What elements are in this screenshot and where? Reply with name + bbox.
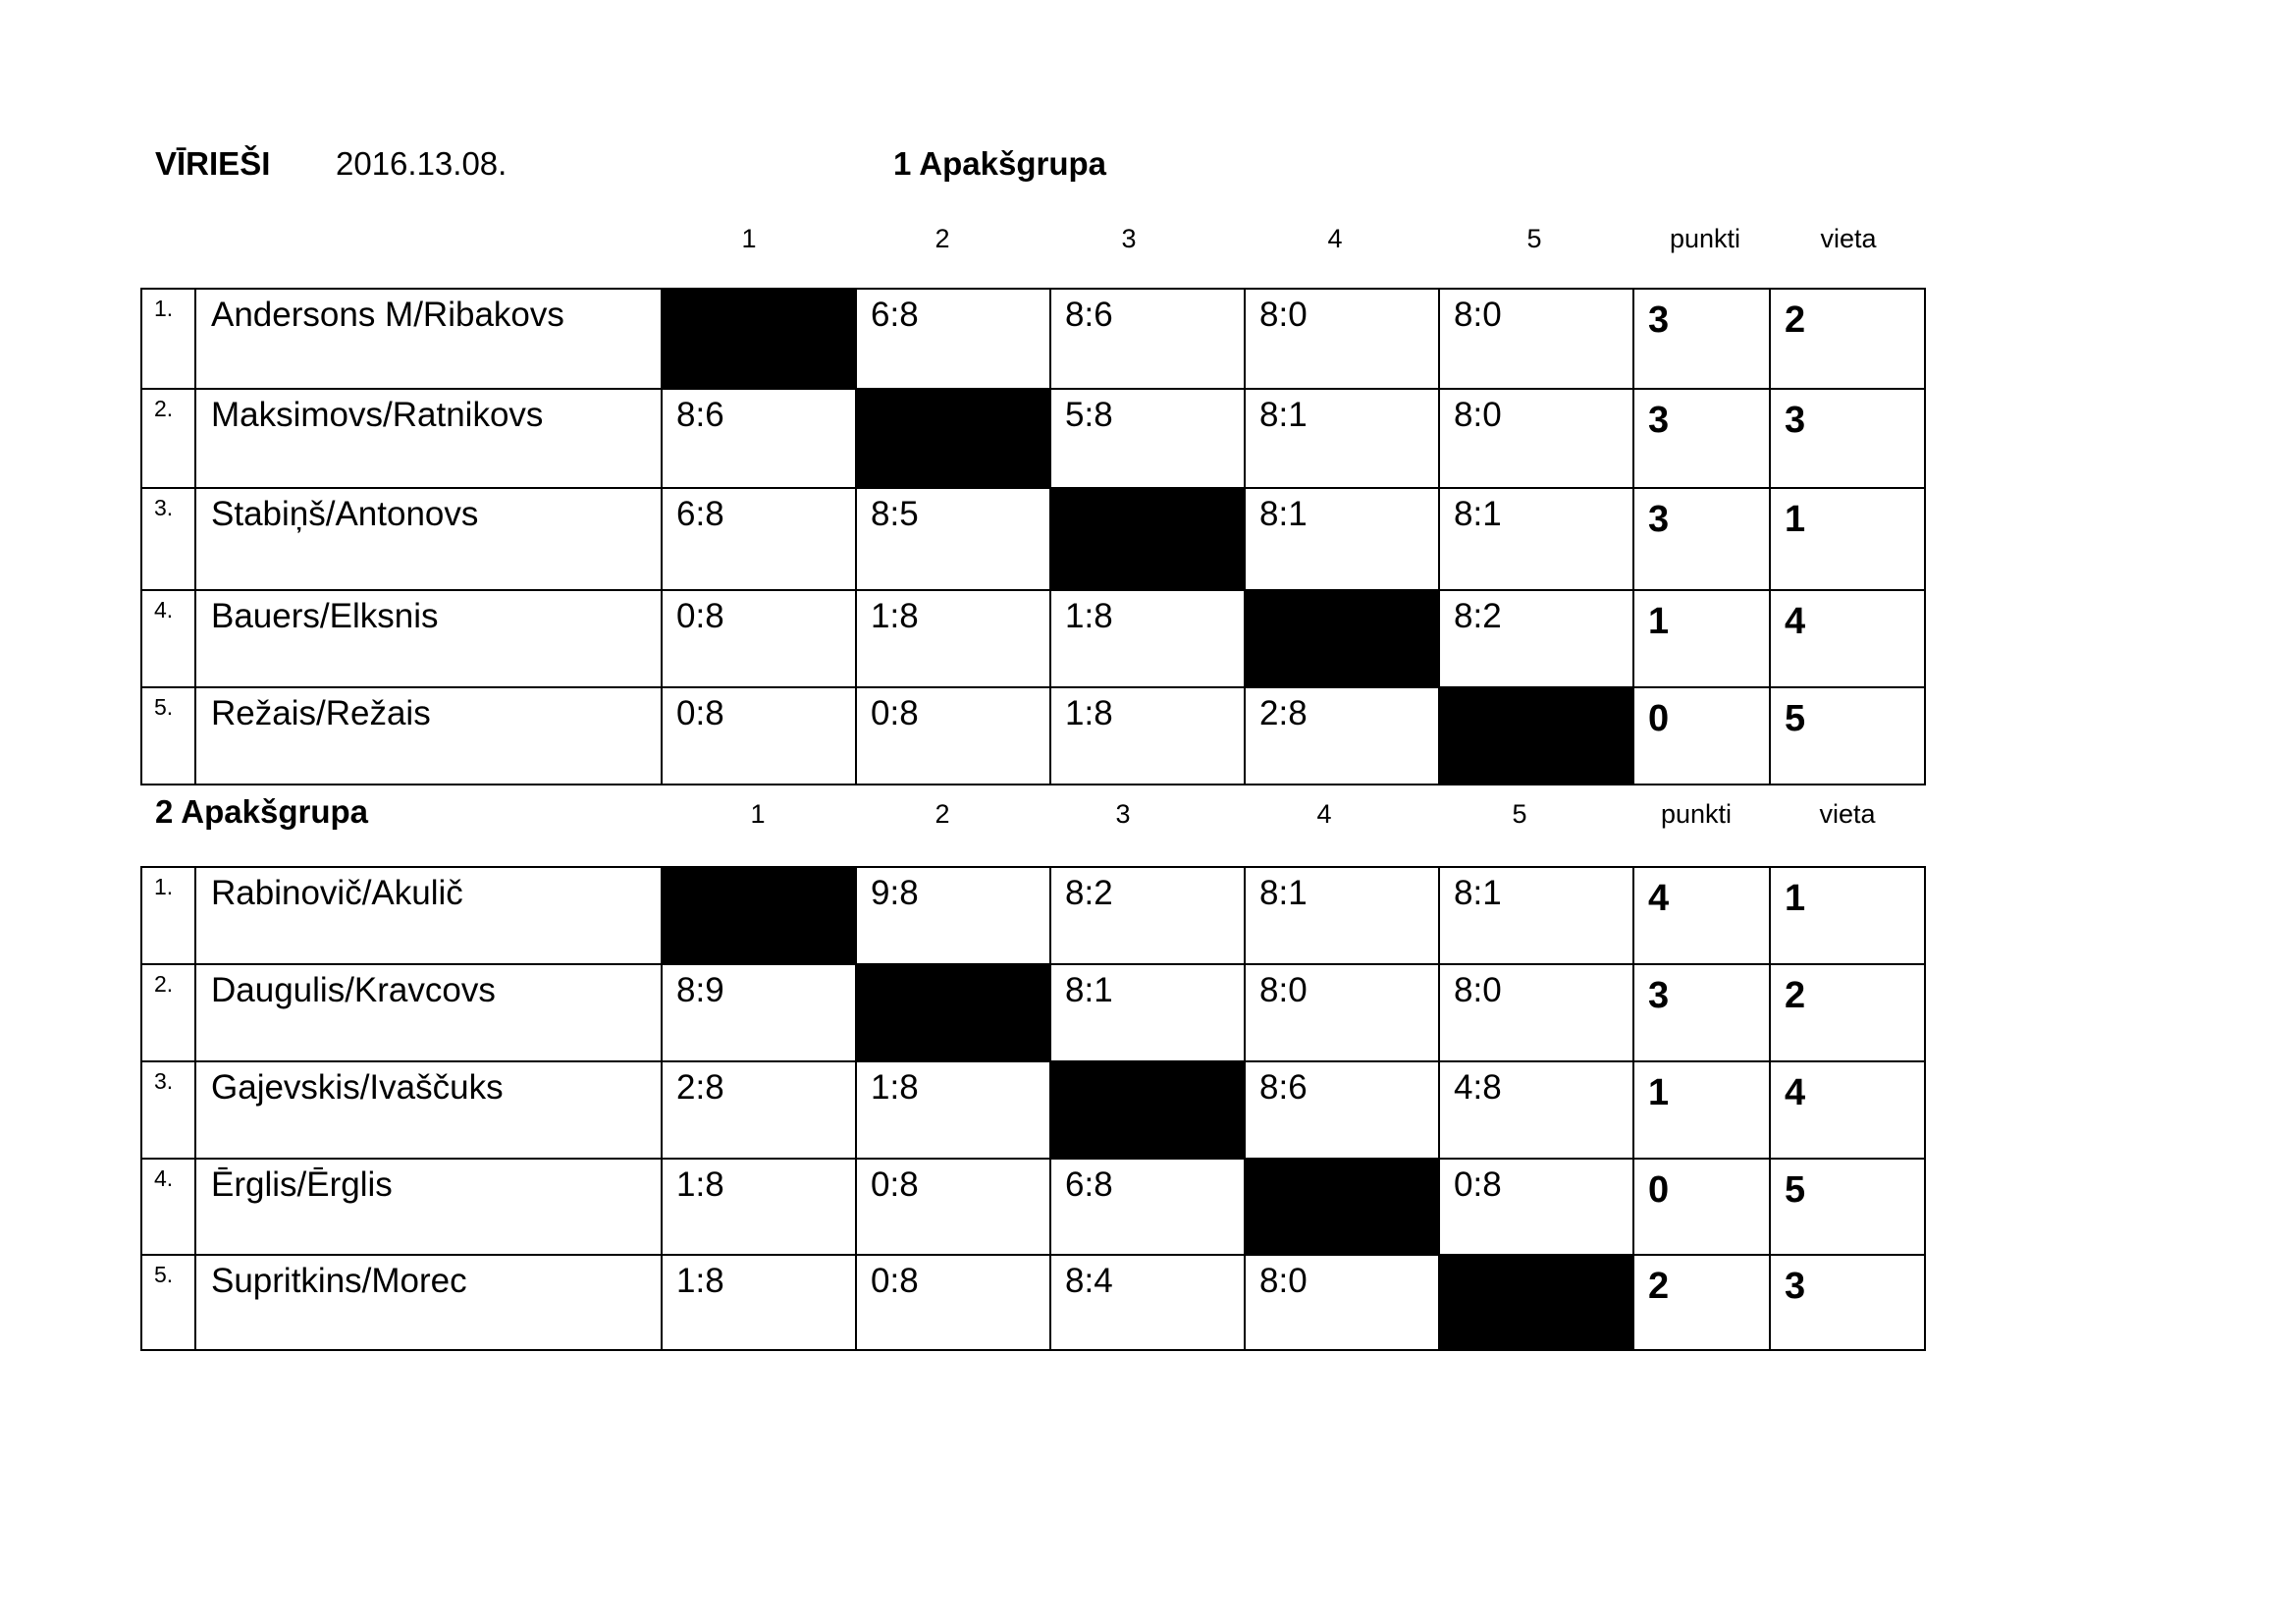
match-score: 5:8 (1050, 389, 1245, 488)
match-score: 8:2 (1439, 590, 1633, 687)
self-match-cell (1245, 1159, 1439, 1255)
self-match-cell (662, 289, 856, 389)
match-score: 6:8 (1050, 1159, 1245, 1255)
match-score: 1:8 (856, 1061, 1050, 1159)
points: 4 (1633, 867, 1770, 964)
match-score: 8:0 (1439, 389, 1633, 488)
match-score: 0:8 (662, 590, 856, 687)
self-match-cell (1439, 687, 1633, 785)
match-score: 8:0 (1245, 289, 1439, 389)
group-1-header-points: punkti (1669, 224, 1741, 253)
row-number: 5. (141, 687, 195, 785)
match-score: 6:8 (662, 488, 856, 590)
table-row (141, 964, 1925, 1061)
group-1-header-place: vieta (1820, 224, 1877, 253)
team-name: Rabinovič/Akulič (195, 867, 662, 964)
row-number: 1. (141, 867, 195, 964)
self-match-cell (1245, 590, 1439, 687)
match-score: 0:8 (856, 1159, 1050, 1255)
table-row (141, 590, 1925, 687)
team-name: Režais/Režais (195, 687, 662, 785)
match-score: 0:8 (856, 1255, 1050, 1350)
match-score: 8:2 (1050, 867, 1245, 964)
row-number: 4. (141, 590, 195, 687)
match-score: 8:1 (1439, 867, 1633, 964)
self-match-cell (856, 389, 1050, 488)
points: 3 (1633, 964, 1770, 1061)
group-2-header-col-3: 3 (1115, 799, 1131, 829)
points: 1 (1633, 590, 1770, 687)
match-score: 1:8 (1050, 590, 1245, 687)
match-score: 0:8 (856, 687, 1050, 785)
group-1-header-col-4: 4 (1327, 224, 1343, 253)
group-2-header-col-4: 4 (1316, 799, 1332, 829)
match-score: 0:8 (1439, 1159, 1633, 1255)
team-name: Andersons M/Ribakovs (195, 289, 662, 389)
match-score: 4:8 (1439, 1061, 1633, 1159)
team-name: Gajevskis/Ivaščuks (195, 1061, 662, 1159)
match-score: 8:4 (1050, 1255, 1245, 1350)
match-score: 1:8 (662, 1255, 856, 1350)
place: 3 (1770, 389, 1925, 488)
row-number: 2. (141, 389, 195, 488)
place: 2 (1770, 289, 1925, 389)
points: 3 (1633, 488, 1770, 590)
team-name: Ērglis/Ērglis (195, 1159, 662, 1255)
team-name: Stabiņš/Antonovs (195, 488, 662, 590)
points: 0 (1633, 687, 1770, 785)
group-2-title: 2 Apakšgrupa (155, 793, 369, 830)
points: 1 (1633, 1061, 1770, 1159)
match-score: 8:0 (1245, 964, 1439, 1061)
match-score: 8:1 (1245, 389, 1439, 488)
match-score: 8:1 (1245, 867, 1439, 964)
match-score: 0:8 (662, 687, 856, 785)
group-2-header-col-5: 5 (1512, 799, 1527, 829)
event-date: 2016.13.08. (336, 145, 507, 182)
match-score: 8:1 (1245, 488, 1439, 590)
place: 4 (1770, 590, 1925, 687)
place: 1 (1770, 867, 1925, 964)
points: 3 (1633, 289, 1770, 389)
match-score: 8:6 (1050, 289, 1245, 389)
match-score: 1:8 (1050, 687, 1245, 785)
match-score: 8:9 (662, 964, 856, 1061)
group-1-title: 1 Apakšgrupa (893, 145, 1107, 182)
place: 3 (1770, 1255, 1925, 1350)
place: 2 (1770, 964, 1925, 1061)
team-name: Bauers/Elksnis (195, 590, 662, 687)
table-row (141, 687, 1925, 785)
team-name: Daugulis/Kravcovs (195, 964, 662, 1061)
team-name: Supritkins/Morec (195, 1255, 662, 1350)
match-score: 2:8 (1245, 687, 1439, 785)
group-1-header-col-2: 2 (934, 224, 950, 253)
row-number: 1. (141, 289, 195, 389)
group-2-table (140, 866, 1926, 1351)
match-score: 8:0 (1245, 1255, 1439, 1350)
row-number: 3. (141, 1061, 195, 1159)
place: 5 (1770, 687, 1925, 785)
row-number: 5. (141, 1255, 195, 1350)
group-2-header-col-1: 1 (750, 799, 766, 829)
self-match-cell (1439, 1255, 1633, 1350)
category-title: VĪRIEŠI (155, 145, 271, 182)
group-1-header-col-3: 3 (1121, 224, 1137, 253)
group-2-header-col-2: 2 (934, 799, 950, 829)
team-name: Maksimovs/Ratnikovs (195, 389, 662, 488)
self-match-cell (1050, 488, 1245, 590)
points: 0 (1633, 1159, 1770, 1255)
match-score: 8:0 (1439, 289, 1633, 389)
self-match-cell (856, 964, 1050, 1061)
table-row (141, 389, 1925, 488)
table-row (141, 867, 1925, 964)
match-score: 8:1 (1050, 964, 1245, 1061)
group-1-table (140, 288, 1926, 785)
place: 4 (1770, 1061, 1925, 1159)
match-score: 8:1 (1439, 488, 1633, 590)
points: 2 (1633, 1255, 1770, 1350)
self-match-cell (662, 867, 856, 964)
row-number: 4. (141, 1159, 195, 1255)
points: 3 (1633, 389, 1770, 488)
place: 1 (1770, 488, 1925, 590)
self-match-cell (1050, 1061, 1245, 1159)
match-score: 8:0 (1439, 964, 1633, 1061)
group-1-header-col-5: 5 (1526, 224, 1542, 253)
match-score: 8:6 (662, 389, 856, 488)
table-row (141, 1061, 1925, 1159)
match-score: 9:8 (856, 867, 1050, 964)
table-row (141, 289, 1925, 389)
group-2-header-points: punkti (1660, 799, 1733, 829)
table-row (141, 488, 1925, 590)
match-score: 2:8 (662, 1061, 856, 1159)
match-score: 8:6 (1245, 1061, 1439, 1159)
row-number: 3. (141, 488, 195, 590)
group-1-header-col-1: 1 (741, 224, 757, 253)
match-score: 6:8 (856, 289, 1050, 389)
table-row (141, 1159, 1925, 1255)
match-score: 1:8 (662, 1159, 856, 1255)
match-score: 1:8 (856, 590, 1050, 687)
match-score: 8:5 (856, 488, 1050, 590)
row-number: 2. (141, 964, 195, 1061)
table-row (141, 1255, 1925, 1350)
group-2-header-place: vieta (1819, 799, 1876, 829)
place: 5 (1770, 1159, 1925, 1255)
